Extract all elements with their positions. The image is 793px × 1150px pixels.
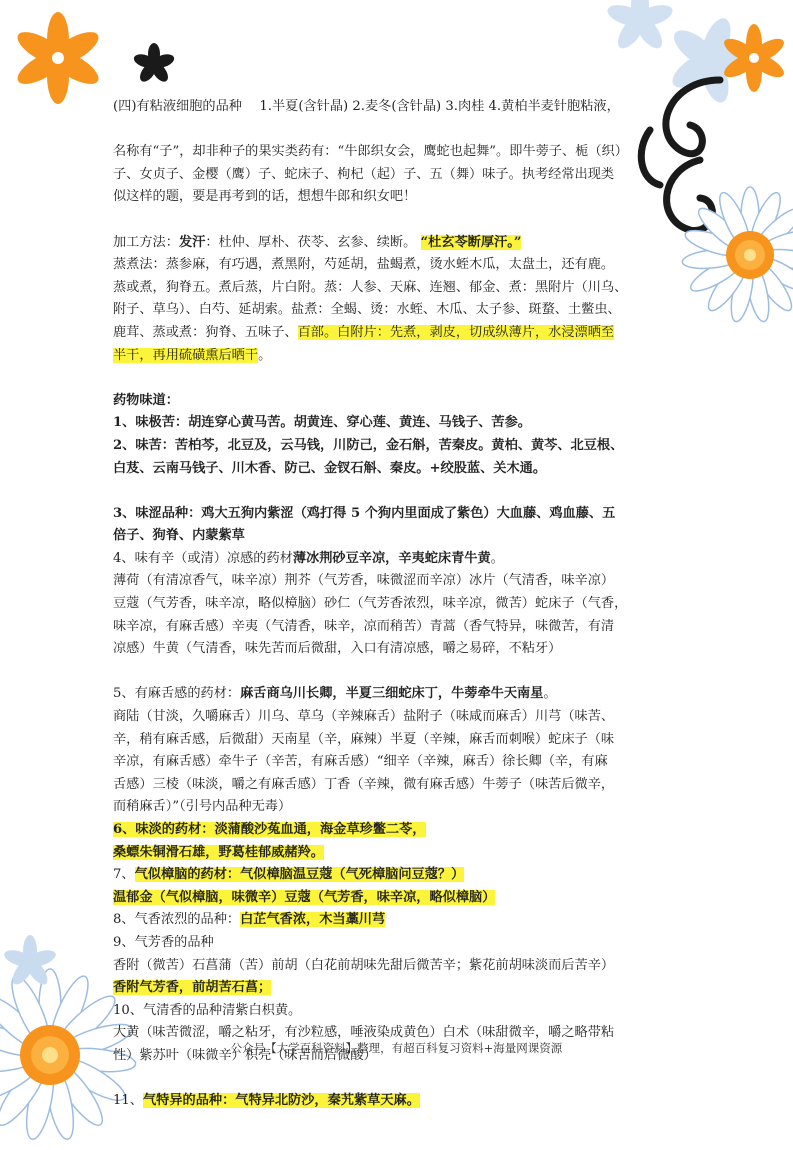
highlighted-text: 白芷气香浓，木当藁川芎 [240,912,386,928]
text-line [113,458,653,481]
text-span: 香附（微苦）石菖蒲（苦）前胡（白花前胡味先甜后微苦辛；紫花前胡味淡而后苦辛） [113,957,615,973]
text-line [113,299,653,322]
text-span: 而稍麻舌）”（引号内品种无毒） [113,799,292,815]
text-line [113,932,653,955]
text-span: 大黄（味苦微涩，嚼之粘牙，有沙粒感，唾液染成黄色）白术（味甜微辛，嚼之略带粘 [113,1025,615,1041]
text-line [113,345,653,368]
text-span: 倍子、狗脊、内蒙紫草 [113,528,245,544]
text-line [113,864,653,887]
text-line [113,887,653,910]
text-line [113,254,653,277]
text-span: 商陆（甘淡，久嚼麻舌）川乌、草乌（辛辣麻舌）盐附子（味咸而麻舌）川芎（味苦、 [113,709,615,725]
text-line [113,751,653,774]
text-span: 1、味极苦：胡连穿心黄马苦。胡黄连、穿心莲、黄连、马钱子、苦参。 [113,415,531,431]
text-line [113,909,653,932]
text-line [113,1090,653,1113]
highlighted-text: 桑螵朱铜滑石雄，野葛桂郁威赭羚。 [113,844,324,860]
highlighted-text: 半干，再用硫磺熏后晒干 [113,347,259,363]
text-line [113,774,653,797]
text-line [113,729,653,752]
text-span: 鹿茸、蒸或煮：狗脊、五味子、 [113,324,298,340]
text-span: 似这样的题，要是再考到的话，想想牛郎和织女吧！ [113,189,417,205]
text-line [113,955,653,978]
text-span: 凉感）牛黄（气清香，味先苦而后微甜，入口有清凉感，嚼之易碎，不粘牙） [113,641,562,657]
blue-flower-icon [0,930,70,990]
blank-line [113,661,653,684]
text-span: 。 [543,686,557,702]
text-line [113,186,653,209]
text-span: 味辛凉，有麻舌感）辛夷（气清香，味辛，凉而稍苦）青蒿（香气特异，味微苦，有清 [113,618,615,634]
text-span: 11、 [113,1093,143,1109]
text-line [113,390,653,413]
text-line [113,164,653,187]
text-span: 舌感）三棱（味淡，嚼之有麻舌感）丁香（辛辣，微有麻舌感）牛蒡子（味苦后微辛， [113,776,615,792]
text-line [113,616,653,639]
text-span: 蒸或煮，狗脊五。煮后蒸，片白附。蒸：人参、天麻、连翘、郁金、煮：黑附片（川乌、 [113,279,628,295]
text-span: 10、气清香的品种清紫白枳黄。 [113,1002,302,1018]
text-line [113,570,653,593]
highlighted-text: 百部。白附片：先煮，剥皮，切成纵薄片，水浸漂晒至 [297,324,615,340]
text-span: 辛凉，有麻舌感）牵牛子（辛苦，有麻舌感）“细辛（辛辣，麻舌）徐长卿（辛，有麻 [113,754,608,770]
text-line [113,322,653,345]
text-span: 7、 [113,867,135,883]
text-span: 子、女贞子、金樱（鹰）子、蛇床子、枸杞（起）子、五（舞）味子。执考经常出现类 [113,166,615,182]
text-span: 薄荷（有清凉香气，味辛凉）荆芥（气芳香，味微涩而辛凉）冰片（气清香，味辛凉） [113,573,615,589]
blank-line [113,480,653,503]
text-span: 辛，稍有麻舌感，后微甜）天南星（辛，麻辣）半夏（辛辣，麻舌而刺喉）蛇床子（味 [113,731,615,747]
text-span: 2、味苦：苦柏芩，北豆及，云马钱，川防己，金石斛，苦秦皮。黄柏、黄芩、北豆根、 [113,437,624,453]
highlighted-text: “杜玄苓断厚汗。” [420,234,522,250]
text-line [113,638,653,661]
text-line [113,525,653,548]
blank-line [113,367,653,390]
text-span: 药物味道： [113,392,179,408]
text-span: 麻舌商乌川长卿，半夏三细蛇床丁，牛蒡牵牛天南星 [240,686,544,702]
text-line [113,548,653,571]
text-span: 性）紫苏叶（味微辛）枳壳（味苦而后微酸） [113,1047,377,1063]
text-line [113,842,653,865]
page-footer: 公众号【大学百科资料】整理，有超百科复习资料+海量网课资源 [230,1041,563,1055]
text-span: 。 [258,347,272,363]
text-line [113,412,653,435]
text-span: 发汗 [178,234,206,250]
text-line [113,593,653,616]
blank-line [113,119,653,142]
text-span: 9、气芳香的品种 [113,934,214,950]
blank-line [113,209,653,232]
document-body [113,96,653,1113]
text-line [113,503,653,526]
text-span: 加工方法： [113,234,179,250]
highlighted-text: 气特异的品种：气特异北防沙，秦艽紫草天麻。 [142,1093,420,1109]
highlighted-text: 气似樟脑的药材：气似樟脑温豆蔻（气死樟脑问豆蔻？） [134,867,465,883]
text-line [113,435,653,458]
text-span: 5、有麻舌感的药材： [113,686,241,702]
text-line [113,277,653,300]
text-line [113,706,653,729]
highlighted-text: 6、味淡的药材：淡蒲酸沙菟血通，海金草珍鳖二苓， [113,822,426,837]
text-line [113,977,653,1000]
text-span: ：杜仲、厚朴、茯苓、玄参、续断。 [205,234,421,250]
text-span: 3、味涩品种：鸡大五狗内紫涩（鸡打得 5 个狗内里面成了紫色）大血藤、鸡血藤、五 [113,505,616,521]
text-line [113,1000,653,1023]
text-line [113,141,653,164]
text-span: 薄冰荆砂豆辛凉，辛夷蛇床青牛黄 [292,550,491,566]
black-asterisk-icon [130,40,178,88]
text-line [113,796,653,819]
text-line [113,232,653,255]
text-span: 附子、草乌）、白芍、延胡索。盐煮：全蝎、烫：水蛭、木瓜、太子参、斑蝥、土鳖虫、 [113,302,621,318]
text-span: 4、味有辛（或清）凉感的药材 [113,550,293,566]
text-line [113,96,653,119]
text-span: 豆蔻（气芳香，味辛凉，略似樟脑）砂仁（气芳香浓烈，味辛凉，微苦）蛇床子（气香， [113,596,628,612]
daisy-icon [675,180,793,330]
text-span: 。 [490,550,504,566]
text-span: 蒸煮法：蒸参麻，有巧遇，煮黑附，芍延胡，盐蝎煮，烫水蛭木瓜，太盘土，还有鹿。 [113,257,615,273]
text-line [113,683,653,706]
orange-flower-icon [12,12,104,104]
blank-line [113,1068,653,1091]
text-span: 8、气香浓烈的品种： [113,912,241,928]
highlighted-text: 温郁金（气似樟脑，味微辛）豆蔻（气芳香，味辛凉，略似樟脑） [113,889,496,905]
highlighted-text: 香附气芳香，前胡苦石菖； [113,980,272,996]
text-span: 名称有“子”，却非种子的果实类药有：“牛郎织女会，鹰蛇也起舞”。即牛蒡子、栀（织） [113,144,628,160]
text-span: (四)有粘液细胞的品种 1.半夏(含针晶) 2.麦冬(含针晶) 3.肉桂 4.黄柏半麦针胞粘液， [113,99,620,114]
text-span: 白芨、云南马钱子、川木香、防己、金钗石斛、秦皮。+绞股蓝、关木通。 [113,460,547,476]
text-line [113,819,653,842]
